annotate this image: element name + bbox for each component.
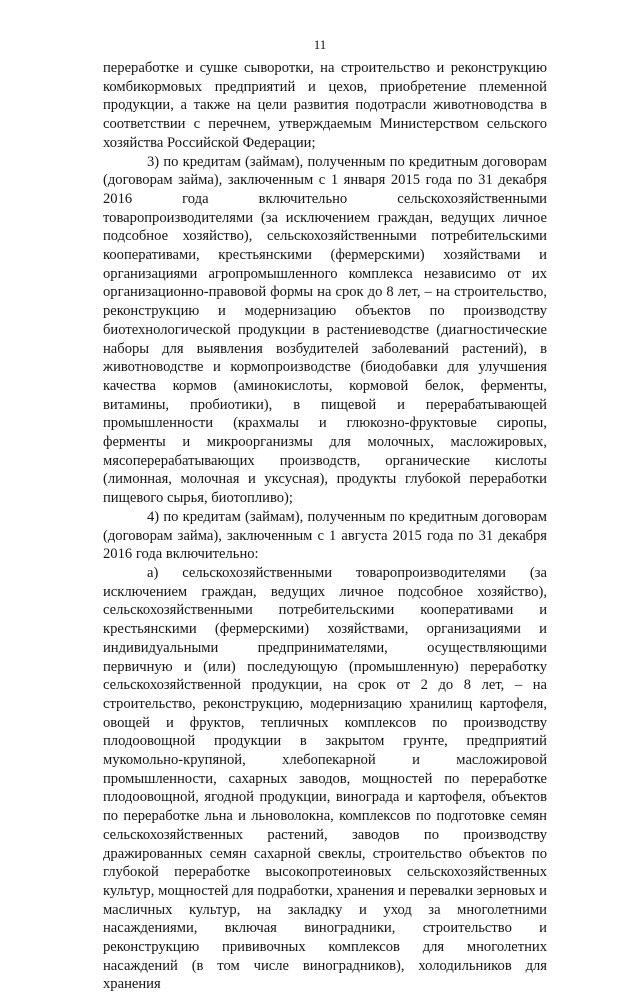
paragraph-item-4: 4) по кредитам (займам), полученным по кредитным договорам (договорам займа), заключенным с 1 августа 2015 года по 31 декабря 2016 года включительно: [103, 508, 547, 563]
paragraph-subitem-a: а) сельскохозяйственными товаропроизводителями (за исключением граждан, ведущих личное подсобное хозяйство), сельскохозяйственными потребительскими кооперативами и крестьянскими (фермерскими) хозяйствами, организациями и индивидуальными предпринимателями, осуществляющими первичную и (или) последующую (промышленную) переработку сельскохозяйственной продукции, на срок от 2 до 8 лет, – на строительство, реконструкцию, модернизацию хранилищ картофеля, овощей и фруктов, тепличных комплексов по производству плодоовощной продукции в закрытом грунте, предприятий мукомольно-крупяной, хлебопекарной и масложировой промышленности, сахарных заводов, мощностей по переработке плодоовощной, ягодной продукции, винограда и картофеля, объектов по переработке льна и льноволокна, комплексов по подготовке семян сельскохозяйственных растений, заводов по производству дражированных семян сахарной свеклы, строительство объектов по глубокой переработке высокопротеиновых сельскохозяйственных культур, мощностей для подработки, хранения и перевалки зерновых и масличных культур, на закладку и уход за многолетними насаждениями, включая виноградники, строительство и реконструкцию прививочных комплексов для многолетних насаждений (в том числе виноградников), холодильников для хранения [103, 564, 547, 993]
document-body [103, 59, 547, 994]
page-number: 11 [313, 37, 327, 52]
paragraph-continuation: переработке и сушке сыворотки, на строительство и реконструкцию комбикормовых предприятий и цехов, приобретение племенной продукции, а также на цели развития подотрасли животноводства в соответствии с перечнем, утверждаемым Министерством сельского хозяйства Российской Федерации; [103, 60, 547, 151]
paragraph-item-3: 3) по кредитам (займам), полученным по кредитным договорам (договорам займа), заключенным с 1 января 2015 года по 31 декабря 2016 года включительно сельскохозяйственными товаропроизводителями (за исключением граждан, ведущих личное подсобное хозяйство), сельскохозяйственными потребительскими кооперативами, крестьянскими (фермерскими) хозяйствами и организациями агропромышленного комплекса независимо от их организационно-правовой формы на срок до 8 лет, – на строительство, реконструкцию и модернизацию объектов по производству биотехнологической продукции в растениеводстве (диагностические наборы для выявления возбудителей заболеваний растений), в животноводстве и кормопроизводстве (биодобавки для улучшения качества кормов (аминокислоты, кормовой белок, ферменты, витамины, пробиотики), в пищевой и перерабатывающей промышленности (крахмалы и глюкозно-фруктовые сиропы, ферменты и микроорганизмы для молочных, масложировых, мясоперерабатывающих производств, органические кислоты (лимонная, молочная и уксусная), продукты глубокой переработки пищевого сырья, биотопливо); [103, 153, 547, 507]
